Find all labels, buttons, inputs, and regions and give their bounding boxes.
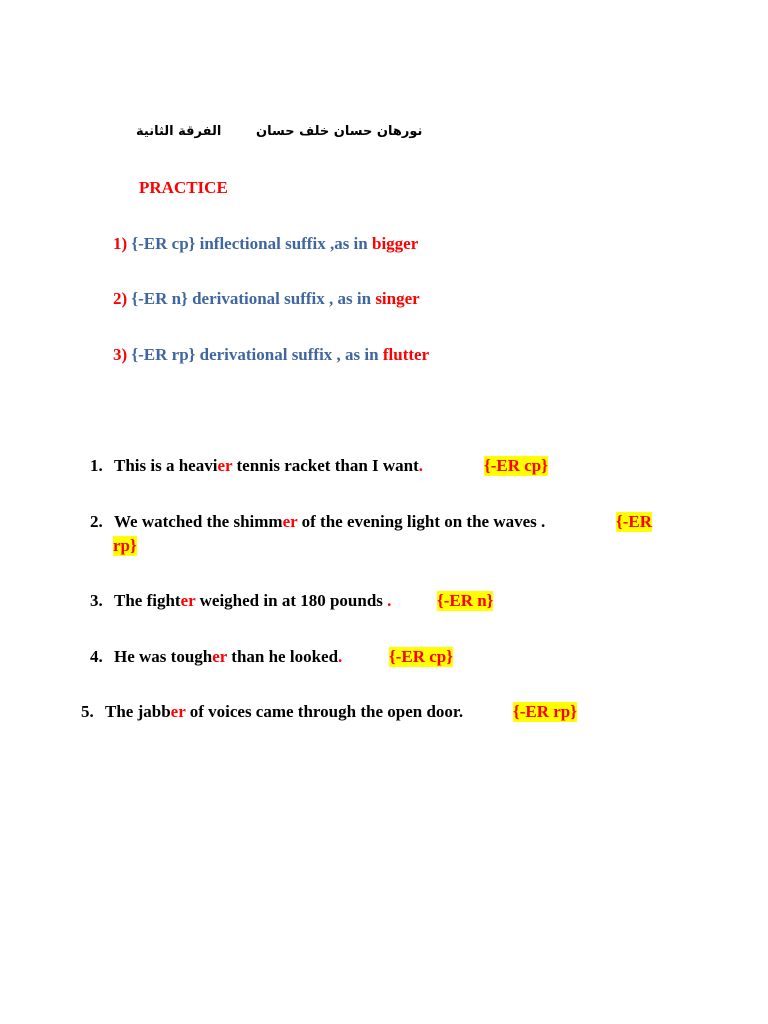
sentence-number: 3. bbox=[90, 591, 103, 610]
definition-example: flutter bbox=[382, 345, 430, 364]
morpheme-tag-part2: rp} bbox=[113, 536, 137, 555]
sentence-text-before: This is a heavi bbox=[114, 456, 218, 475]
sentence-text-after: than he looked bbox=[227, 647, 339, 666]
sentence-1 bbox=[90, 456, 423, 476]
suffix-highlight: er bbox=[180, 591, 196, 610]
sentence-text-after: of the evening light on the waves . bbox=[297, 512, 546, 531]
practice-title: PRACTICE bbox=[139, 178, 228, 197]
sentence-text-after: tennis racket than I want bbox=[232, 456, 419, 475]
definition-morpheme: {-ER rp} bbox=[131, 345, 196, 364]
sentence-period: . bbox=[387, 591, 392, 610]
definition-example: bigger bbox=[371, 234, 419, 253]
sentence-2 bbox=[90, 512, 545, 532]
definition-3 bbox=[113, 345, 429, 365]
definition-number: 1) bbox=[113, 234, 128, 253]
sentence-number: 5. bbox=[81, 702, 94, 721]
morpheme-tag: {-ER cp} bbox=[484, 456, 548, 475]
suffix-highlight: er bbox=[217, 456, 233, 475]
sentence-5 bbox=[81, 702, 463, 722]
class-grade: الفرقة الثانية bbox=[136, 124, 222, 139]
sentence-number: 1. bbox=[90, 456, 103, 475]
morpheme-tag: {-ER cp} bbox=[389, 647, 453, 666]
sentence-text-after: weighed in at 180 pounds bbox=[195, 591, 388, 610]
definition-morpheme: {-ER cp} bbox=[131, 234, 196, 253]
student-name: نورهان حسان خلف حسان bbox=[256, 124, 423, 139]
morpheme-tag-part1: {-ER bbox=[616, 512, 652, 531]
sentence-text-before: He was tough bbox=[114, 647, 213, 666]
definition-text: inflectional suffix ,as in bbox=[195, 234, 372, 253]
sentence-period: . bbox=[418, 456, 424, 475]
sentence-text-before: The fight bbox=[114, 591, 181, 610]
morpheme-tag: {-ER rp} bbox=[513, 702, 577, 721]
morpheme-tag: {-ER n} bbox=[437, 591, 494, 610]
definition-text: derivational suffix , as in bbox=[187, 289, 376, 308]
sentence-number: 4. bbox=[90, 647, 103, 666]
sentence-4 bbox=[90, 647, 342, 667]
suffix-highlight: er bbox=[212, 647, 228, 666]
suffix-highlight: er bbox=[282, 512, 298, 531]
sentence-period: . bbox=[338, 647, 343, 666]
definition-2 bbox=[113, 289, 420, 309]
sentence-text-before: We watched the shimm bbox=[114, 512, 283, 531]
definition-morpheme: {-ER n} bbox=[131, 289, 188, 308]
definition-1 bbox=[113, 234, 418, 254]
suffix-highlight: er bbox=[170, 702, 186, 721]
sentence-number: 2. bbox=[90, 512, 103, 531]
definition-text: derivational suffix , as in bbox=[195, 345, 383, 364]
sentence-text-after: of voices came through the open door. bbox=[185, 702, 464, 721]
definition-example: singer bbox=[375, 289, 420, 308]
sentence-3 bbox=[90, 591, 391, 611]
sentence-text-before: The jabb bbox=[105, 702, 171, 721]
definition-number: 3) bbox=[113, 345, 128, 364]
definition-number: 2) bbox=[113, 289, 128, 308]
